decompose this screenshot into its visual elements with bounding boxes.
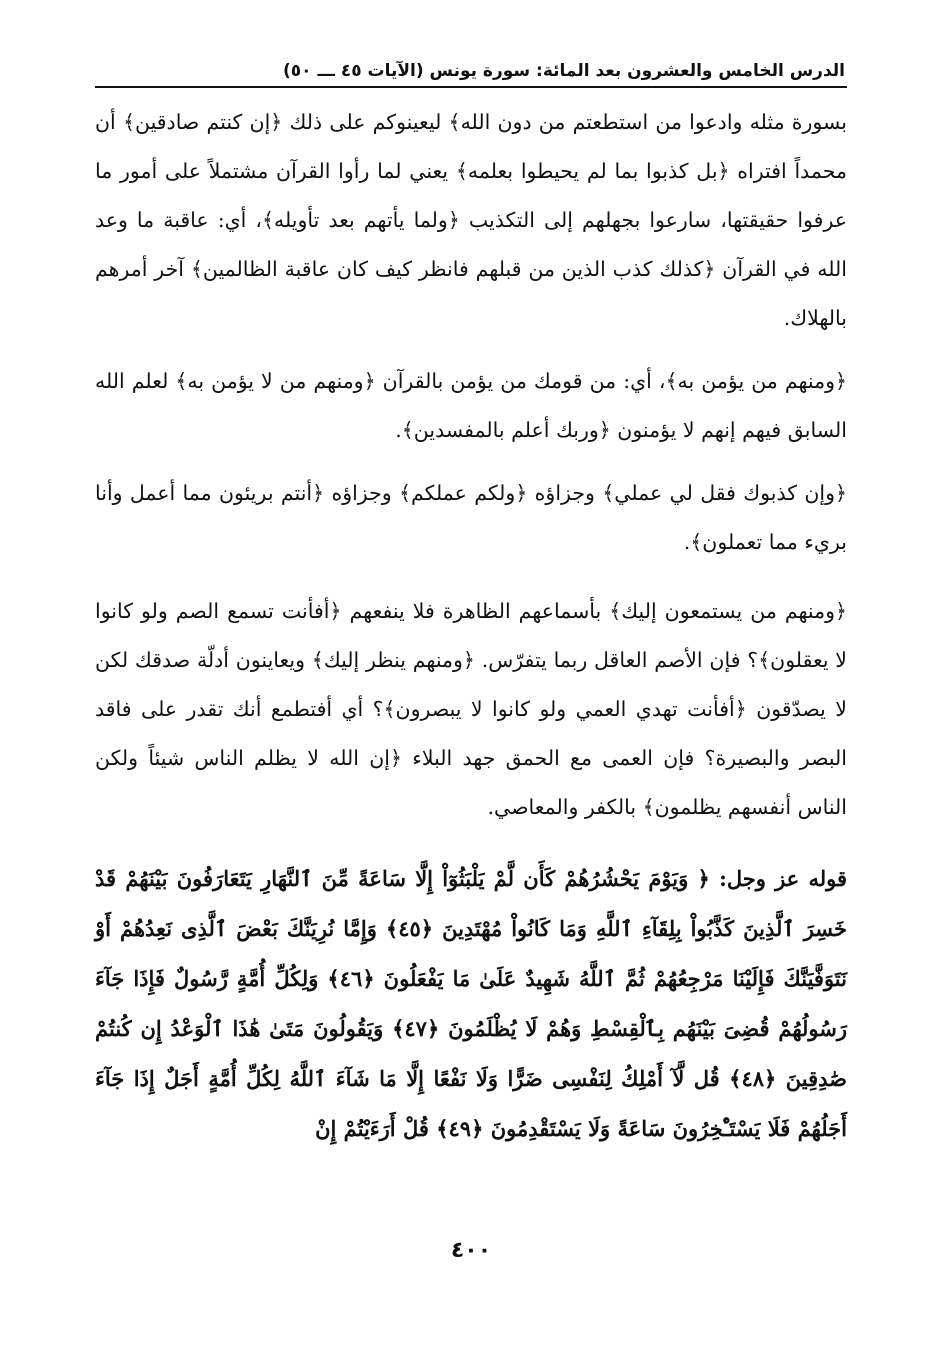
page-number: ٤٠٠ (450, 1238, 492, 1263)
commentary-paragraph-2: ﴿ومنهم من يؤمن به﴾، أي: من قومك من يؤمن بالقرآن ﴿ومنهم من لا يؤمن به﴾ لعلم الله السابق فيهم إنهم لا يؤمنون ﴿وربك أعلم بالمفسدين﴾. (95, 369, 847, 442)
commentary-paragraph-4: ﴿ومنهم من يستمعون إليك﴾ بأسماعهم الظاهرة فلا ينفعهم ﴿أفأنت تسمع الصم ولو كانوا لا يعقلون﴾؟ فإن الأصم العاقل ربما يتفرّس. ﴿ومنهم ينظر إليك﴾ ويعاينون أدلّة صدقك لكن لا يصدّقون ﴿أفأنت تهدي العمي ولو كانوا لا يبصرون﴾؟ أي أفتطمع أنك تقدر على فاقد البصر والبصيرة؟ فإن العمى مع الحمق جهد البلاء ﴿إن الله لا يظلم الناس شيئاً ولكن الناس أنفسهم يظلمون﴾ بالكفر والمعاصي. (95, 599, 847, 819)
quran-verses-block (95, 854, 847, 1154)
commentary-paragraph-1: بسورة مثله وادعوا من استطعتم من دون الله﴾ ليعينوكم على ذلك ﴿إن كنتم صادقين﴾ أن محمداً افتراه ﴿بل كذبوا بما لم يحيطوا بعلمه﴾ يعني لما رأوا القرآن مشتملاً على أمور ما عرفوا حقيقتها، سارعوا بجهلهم إلى التكذيب ﴿ولما يأتهم بعد تأويله﴾، أي: عاقبة ما وعد الله في القرآن ﴿كذلك كذب الذين من قبلهم فانظر كيف كان عاقبة الظالمين﴾ آخر أمرهم بالهلاك. (95, 110, 847, 330)
verses-text: ﴿ وَيَوْمَ يَحْشُرُهُمْ كَأَن لَّمْ يَلْبَثُوٓاْ إِلَّا سَاعَةً مِّنَ ٱلنَّهَارِ يَتَعَارَفُونَ بَيْنَهُمْ قَدْ خَسِرَ ٱلَّذِينَ كَذَّبُواْ بِلِقَآءِ ٱللَّهِ وَمَا كَانُواْ مُهْتَدِينَ ﴿٤٥﴾ وَإِمَّا نُرِيَنَّكَ بَعْضَ ٱلَّذِى نَعِدُهُمْ أَوْ نَتَوَفَّيَنَّكَ فَإِلَيْنَا مَرْجِعُهُمْ ثُمَّ ٱللَّهُ شَهِيدٌ عَلَىٰ مَا يَفْعَلُونَ ﴿٤٦﴾ وَلِكُلِّ أُمَّةٍ رَّسُولٌ فَإِذَا جَآءَ رَسُولُهُمْ قُضِىَ بَيْنَهُم بِٱلْقِسْطِ وَهُمْ لَا يُظْلَمُونَ ﴿٤٧﴾ وَيَقُولُونَ مَتَىٰ هَٰذَا ٱلْوَعْدُ إِن كُنتُمْ صَٰدِقِينَ ﴿٤٨﴾ قُل لَّآ أَمْلِكُ لِنَفْسِى ضَرًّا وَلَا نَفْعًا إِلَّا مَا شَآءَ ٱللَّهُ لِكُلِّ أُمَّةٍ أَجَلٌ إِذَا جَآءَ أَجَلُهُمْ فَلَا يَسْتَـْٔخِرُونَ سَاعَةً وَلَا يَسْتَقْدِمُونَ ﴿٤٩﴾ قُلْ أَرَءَيْتُمْ إِنْ (95, 866, 848, 1141)
running-header: الدرس الخامس والعشرون بعد المائة: سورة يونس (الآيات ٤٥ ـــ ٥٠) (283, 61, 845, 81)
commentary-paragraph-3: ﴿وإن كذبوك فقل لي عملي﴾ وجزاؤه ﴿ولكم عملكم﴾ وجزاؤه ﴿أنتم بريئون مما أعمل وأنا بريء مما تعملون﴾. (95, 481, 847, 554)
verses-lead: قوله عز وجل: (719, 866, 848, 891)
header-rule (95, 86, 847, 88)
book-page (95, 58, 847, 1298)
